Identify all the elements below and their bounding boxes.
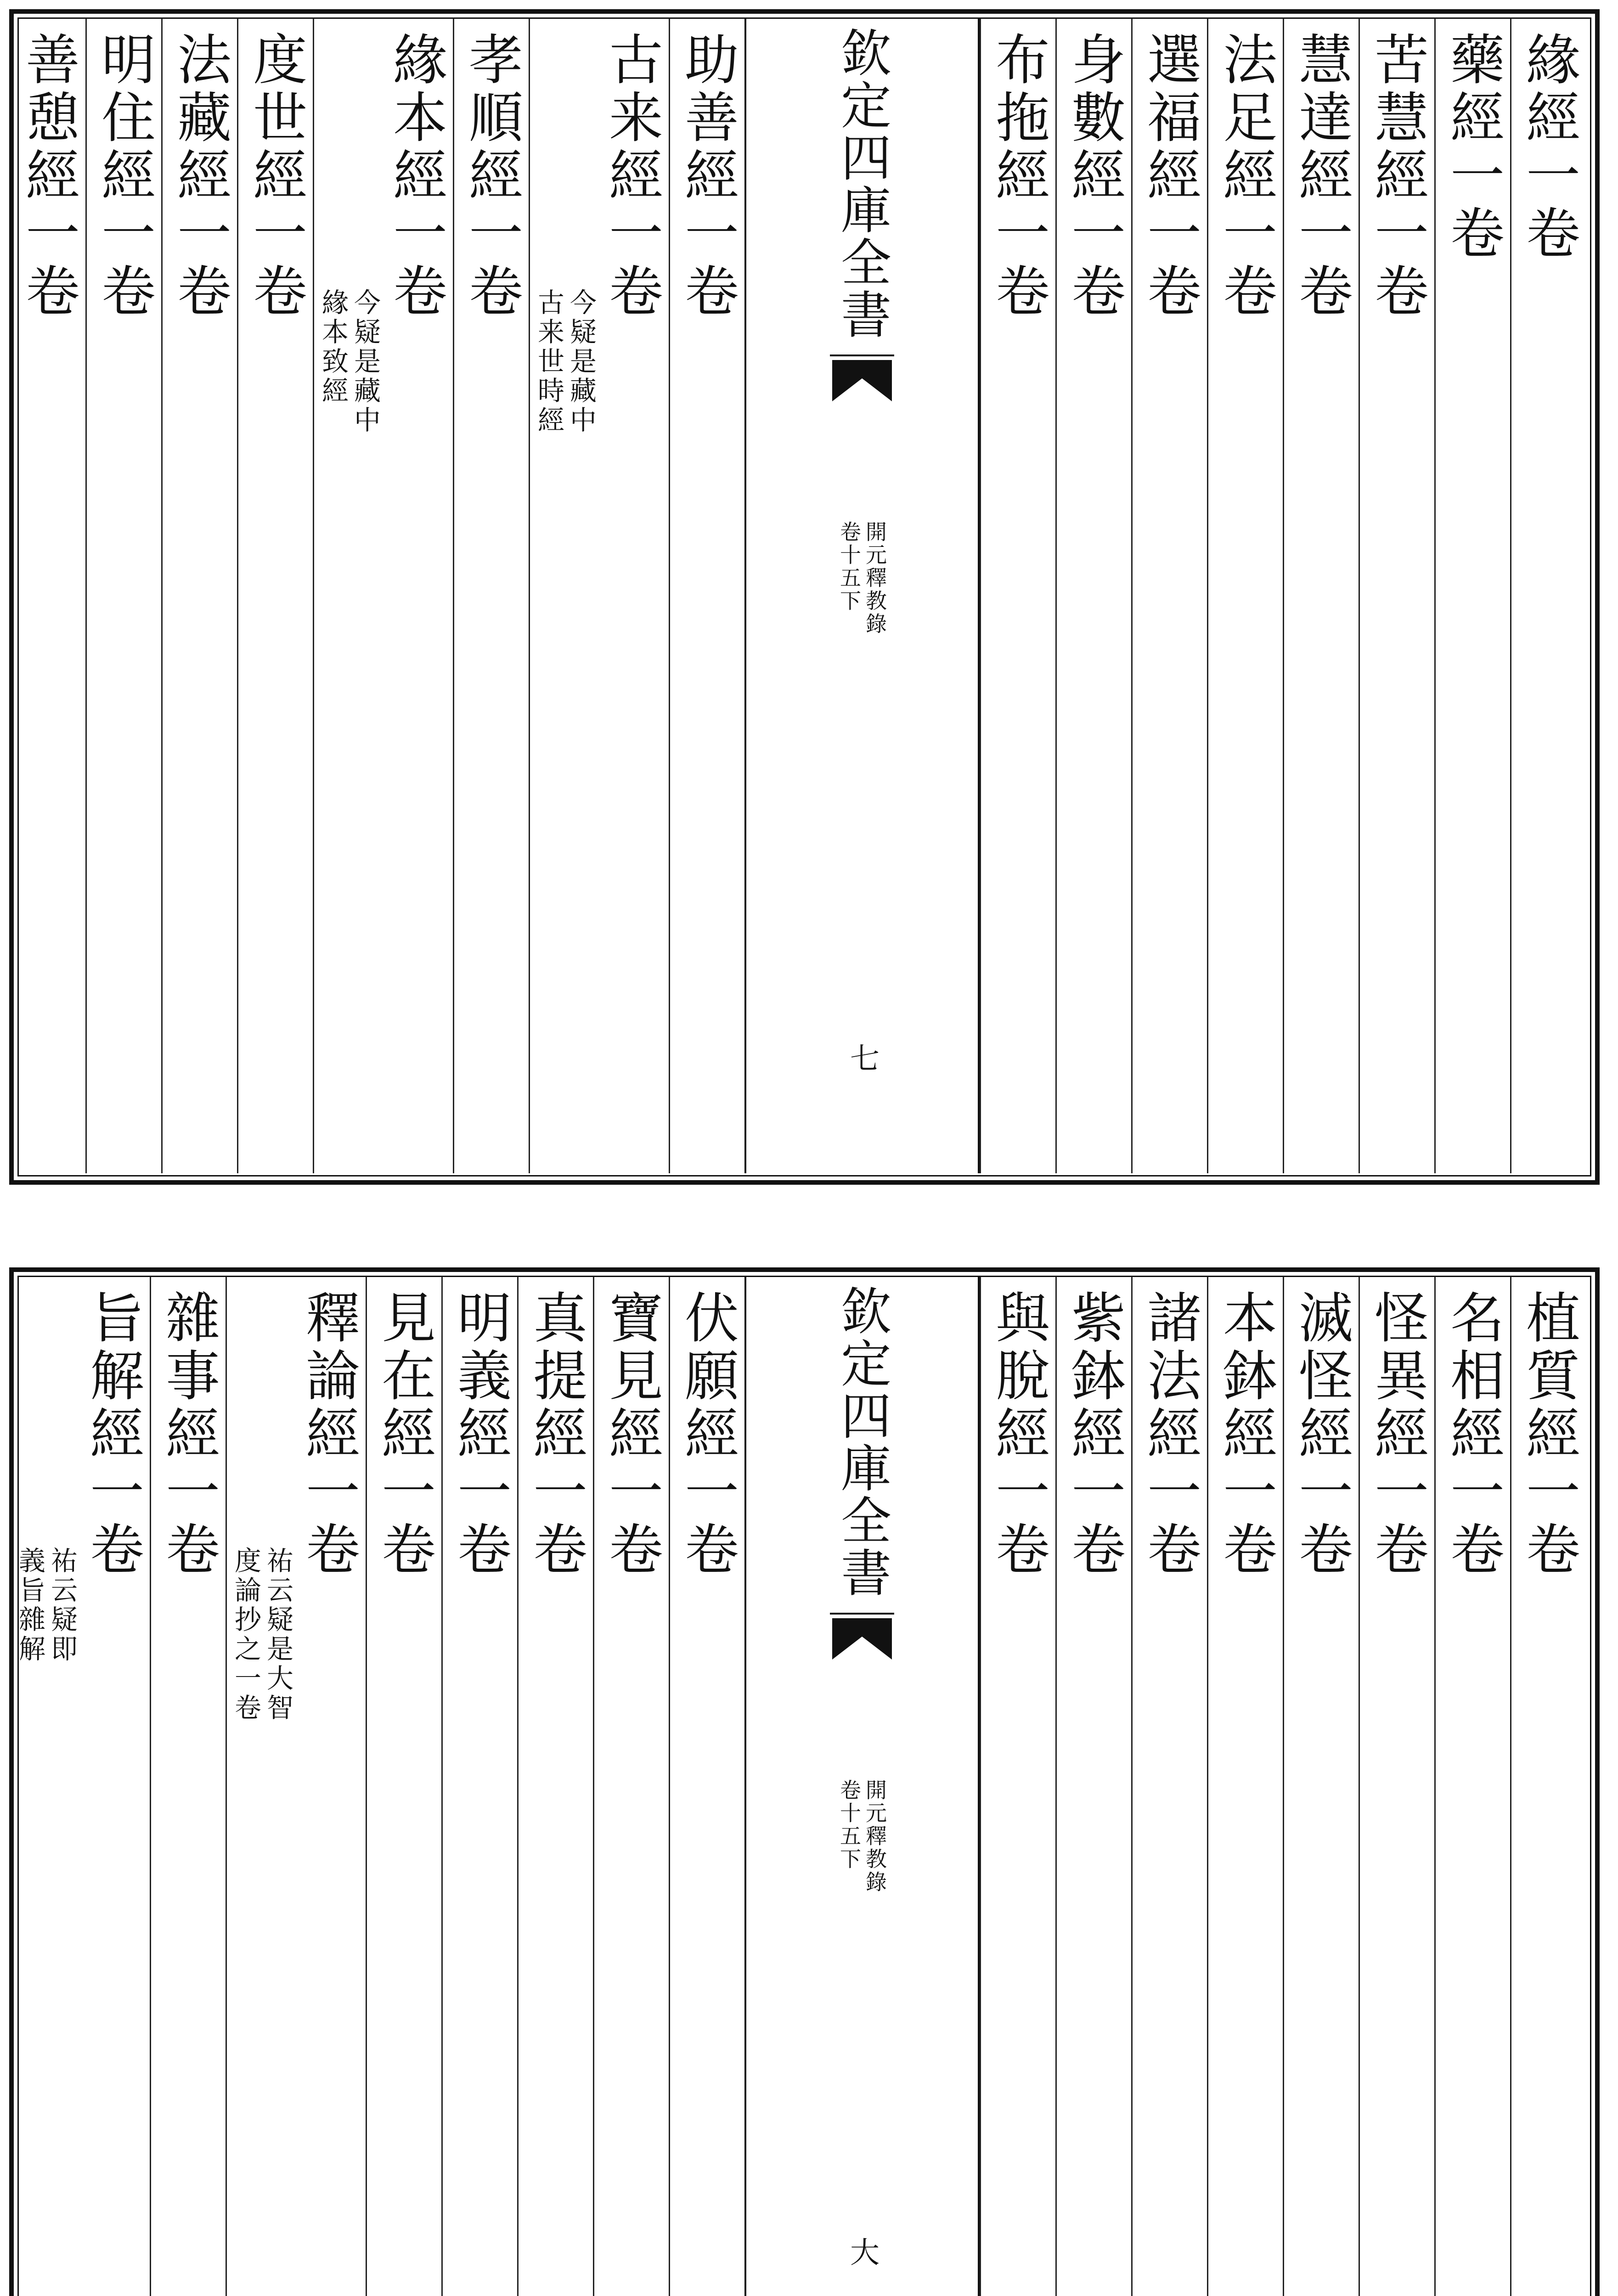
column-entry	[1131, 1277, 1207, 2296]
column-entry	[1283, 18, 1359, 1173]
column-entry	[226, 1277, 366, 2296]
sutra-title: 與脫經一卷	[987, 1289, 1050, 1579]
column-entry	[11, 1277, 150, 2296]
column-entry	[980, 18, 1055, 1173]
column-entry	[313, 18, 453, 1173]
sutra-title: 布拖經一卷	[987, 31, 1050, 321]
sutra-title: 伏願經一卷	[676, 1289, 739, 1579]
sutra-title: 植質經一卷	[1517, 1289, 1580, 1579]
center-info	[836, 1779, 888, 1894]
fishtail-mark-icon	[832, 360, 892, 401]
sutra-title: 見在經一卷	[372, 1289, 436, 1579]
sutra-title: 紫鉢經一卷	[1062, 1289, 1126, 1579]
column-entry	[1283, 1277, 1359, 2296]
column-entry	[1434, 1277, 1510, 2296]
sutra-title: 怪異經一卷	[1365, 1289, 1429, 1579]
sutra-title: 孝順經一卷	[460, 31, 523, 321]
sutra-title: 慧達經一卷	[1290, 31, 1353, 321]
column-entry	[1434, 18, 1510, 1173]
sutra-title: 名相經一卷	[1441, 1289, 1505, 1579]
column-entry	[1510, 1277, 1586, 2296]
sutra-title: 旨解經一卷	[81, 1289, 144, 1579]
sutra-title: 諸法經一卷	[1138, 1289, 1201, 1579]
column-entry	[980, 1277, 1055, 2296]
column-entry	[1359, 18, 1434, 1173]
text-columns	[17, 18, 1586, 1173]
sutra-title: 法藏經一卷	[168, 31, 231, 321]
book-title: 欽定四庫全書	[830, 27, 894, 356]
leaf-number: 七	[845, 1043, 879, 1072]
column-entry	[529, 18, 669, 1173]
sutra-title: 藥經一卷	[1441, 31, 1505, 263]
volume-label: 卷十五下	[837, 521, 862, 613]
column-entry	[1207, 1277, 1283, 2296]
annotation: 祐云疑即 義旨雜解	[14, 1547, 78, 1664]
annotation: 今疑是藏中 古来世時經	[533, 288, 597, 435]
column-entry	[237, 18, 313, 1173]
center-fold	[744, 18, 980, 1173]
center-info	[836, 521, 888, 636]
sutra-title: 滅怪經一卷	[1290, 1289, 1353, 1579]
annotation: 祐云疑是大智 度論抄之一卷	[230, 1547, 293, 1723]
leaf-number: 大	[845, 2237, 879, 2266]
column-entry	[85, 18, 161, 1173]
sutra-title: 釋論經一卷	[297, 1289, 360, 1579]
column-entry	[1510, 18, 1586, 1173]
sutra-title: 真提經一卷	[524, 1289, 587, 1579]
column-entry	[453, 18, 529, 1173]
sutra-title: 緣經一卷	[1517, 31, 1580, 263]
sutra-title: 雜事經一卷	[157, 1289, 220, 1579]
column-entry	[161, 18, 237, 1173]
sutra-title: 明義經一卷	[448, 1289, 512, 1579]
sutra-title: 法足經一卷	[1214, 31, 1277, 321]
volume-label: 卷十五下	[837, 1779, 862, 1871]
sutra-title: 緣本經一卷	[384, 31, 447, 321]
sutra-title: 助善經一卷	[676, 31, 739, 321]
column-entry	[1055, 1277, 1131, 2296]
sutra-title: 身數經一卷	[1062, 31, 1126, 321]
column-entry	[150, 1277, 226, 2296]
column-entry	[1207, 18, 1283, 1173]
sutra-title: 明住經一卷	[92, 31, 156, 321]
column-entry	[669, 18, 744, 1173]
sutra-title: 古来經一卷	[600, 31, 663, 321]
column-entry	[517, 1277, 593, 2296]
center-fold	[744, 1277, 980, 2296]
column-entry	[1131, 18, 1207, 1173]
text-columns	[14, 1277, 1586, 2296]
column-entry	[11, 18, 85, 1173]
column-entry	[366, 1277, 441, 2296]
column-entry	[669, 1277, 744, 2296]
sutra-title: 選福經一卷	[1138, 31, 1201, 321]
fishtail-mark-icon	[832, 1618, 892, 1660]
book-title: 欽定四庫全書	[830, 1285, 894, 1615]
sutra-title: 寶見經一卷	[600, 1289, 663, 1579]
catalog-name: 開元釋教錄	[863, 1779, 887, 1894]
sutra-title: 苦慧經一卷	[1365, 31, 1429, 321]
column-entry	[1359, 1277, 1434, 2296]
annotation: 今疑是藏中 緣本致經	[317, 288, 381, 435]
sutra-title: 善憩經一卷	[17, 31, 80, 321]
column-entry	[593, 1277, 669, 2296]
column-entry	[441, 1277, 517, 2296]
bottom-page	[0, 1258, 1618, 2296]
column-entry	[1055, 18, 1131, 1173]
sutra-title: 本鉢經一卷	[1214, 1289, 1277, 1579]
sutra-title: 度世經一卷	[244, 31, 307, 321]
catalog-name: 開元釋教錄	[863, 521, 887, 636]
